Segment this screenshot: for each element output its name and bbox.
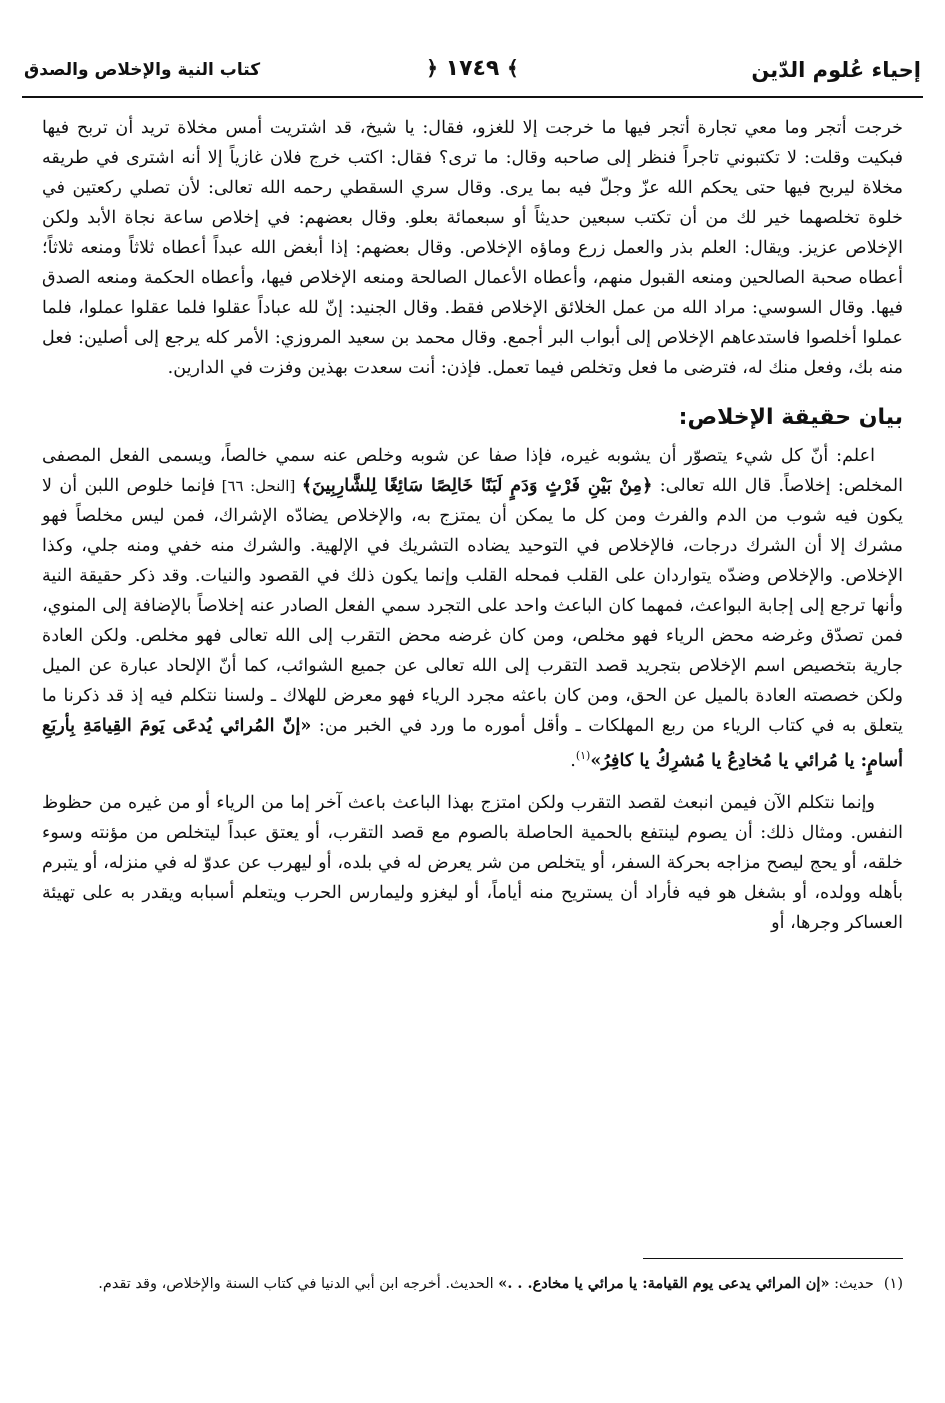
footnote — [42, 1271, 903, 1297]
page-header — [22, 52, 923, 96]
ornament-right-icon: ﴾ — [507, 56, 519, 80]
quran-verse: ﴿مِنْ بَيْنِ فَرْثٍ وَدَمٍ لَبَنًا خَالِصًا سَائِغًا لِلشَّارِبِينَ﴾ — [301, 475, 653, 496]
paragraph-3: وإنما نتكلم الآن فيمن انبعث لقصد التقرب ولكن امتزج بهذا الباعث باعث آخر إما من الرياء أو من غيره من حظوظ النفس. ومثال ذلك: أن يصوم لينتفع بالحمية الحاصلة بالصوم مع قصد التقرب، أو يعتق عبداً ليتخلص من مؤنته وسوء خلقه، أو يحج ليصح مزاجه بحركة السفر، أو يتخلص من شر يعرض له في بلده، أو ليهرب عن عدوّ له في منزله، أو يتبرم بأهله وولده، أو بشغل هو فيه فأراد أن يستريح منه أياماً، أو ليغزو وليمارس الحرب ويتعلم أسبابه ويقدر به على تهيئة العساكر وجرها، أو — [42, 792, 903, 933]
footnote-number: (١) — [883, 1276, 903, 1292]
footnote-lead: حديث: — [829, 1276, 874, 1292]
ornament-left-icon: ﴿ — [426, 56, 438, 80]
section-heading: بيان حقيقة الإخلاص: — [678, 405, 903, 430]
paragraph-2-end: . — [570, 750, 576, 771]
footnote-marker: (١) — [575, 749, 591, 762]
paragraph-2-body: فإنما خلوص اللبن أن لا يكون فيه شوب من الدم والفرث ومن كل ما يمكن أن يمتزج به، والإخلاص يضادّه الإشراك، فمن ليس مخلصاً فهو مشرك إلا أن الشرك درجات، فالإخلاص في التوحيد يضاده التشريك في الإلهية. والشرك منه خفي ومنه جلي، وكذا الإخلاص. والإخلاص وضدّه يتواردان على القلب فمحله القلب وإنما يكون ذلك في القصود والنيات. وقد ذكر حقيقة النية وأنها ترجع إلى إجابة البواعث، فمهما كان الباعث واحد على التجرد سمي الفعل الصادر عنه إخلاصاً بالإضافة إلى المنوي، فمن تصدّق وغرضه محض الرياء فهو مخلص، ومن كان غرضه محض التقرب إلى الله تعالى فهو مخلص. ولكن العادة جارية بتخصيص اسم الإخلاص بتجريد قصد التقرب إلى الله تعالى عن جميع الشوائب، كما أنّ الإلحاد عبارة عن الميل ولكن خصصته العادة بالميل عن الحق، ومن كان باعثه مجرد الرياء فهو معرض للهلاك ـ ولسنا نتكلم فيه إذ قد ذكرنا ما يتعلق به في كتاب الرياء من ربع المهلكات ـ وأقل أموره ما ورد في الخبر من: — [42, 476, 903, 736]
book-title: إحياء عُلوم الدّين — [751, 58, 921, 82]
verse-reference: [النحل: ٦٦] — [215, 477, 302, 495]
footnote-divider — [643, 1258, 903, 1259]
page-number: ١٧٤٩ — [445, 56, 500, 81]
header-divider — [22, 96, 923, 98]
chapter-title: كتاب النية والإخلاص والصدق — [24, 60, 261, 80]
page-number-block — [426, 56, 519, 81]
main-text — [42, 113, 903, 938]
paragraph-1: خرجت أتجر وما معي تجارة أتجر فيها ما خرجت إلا للغزو، فقال: يا شيخ، قد اشتريت أمس مخلاة تريد أن تربح فيها فبكيت وقلت: لا تكتبوني تاجراً فنظر إلى صاحبه وقال: ما ترى؟ فقال: اكتب خرج فلان غازياً إلا أنه اشترى في طريقه مخلاة ليربح فيها حتى يحكم الله عزّ وجلّ فيه بما يرى. وقال سري السقطي رحمه الله تعالى: لأن تصلي ركعتين في خلوة تخلصهما خير لك من أن تكتب سبعين حديثاً أو سبعمائة بعلو. وقال بعضهم: في إخلاص ساعة نجاة الأبد ولكن الإخلاص عزيز. ويقال: العلم بذر والعمل زرع وماؤه الإخلاص. وقال بعضهم: إذا أبغض الله عبداً أعطاه ثلاثاً ومنعه ثلاثاً؛ أعطاه صحبة الصالحين ومنعه القبول منهم، وأعطاه الأعمال الصالحة ومنعه الإخلاص فيها، وأعطاه الحكمة ومنعه الصدق فيها. وقال السوسي: مراد الله من عمل الخلائق الإخلاص فقط. وقال الجنيد: إنّ لله عباداً عقلوا فلما عقلوا عملوا، فلما عملوا أخلصوا فاستدعاهم الإخلاص إلى أبواب البر أجمع. وقال محمد بن سعيد المروزي: الأمر كله يرجع إلى أصلين: فعل منه بك، وفعل منك له، فترضى ما فعل وتخلص فيما تعمل. فإذن: أنت سعدت بهذين وفزت في الدارين. — [42, 118, 903, 378]
paragraph-2 — [42, 441, 903, 776]
footnote-hadith: «إن المرائي يدعى يوم القيامة: يا مرائي يا مخادع. . .» — [498, 1275, 830, 1292]
footnote-text: الحديث. أخرجه ابن أبي الدنيا في كتاب السنة والإخلاص، وقد تقدم. — [98, 1276, 499, 1292]
hadith-quote: «إنّ المُرائي يُدعَى يَومَ القِيامَةِ بِأربَعِ أسامٍ: يا مُرائي يا مُخادِعُ يا مُشرِكُ يا كافِرُ» — [42, 715, 903, 771]
paragraph-2-intro: اعلم: أنّ كل شيء يتصوّر أن يشوبه غيره، فإذا صفا عن شوبه وخلص عنه سمي خالصاً، ويسمى الفعل المصفى المخلص: إخلاصاً. قال الله تعالى: — [42, 446, 903, 496]
